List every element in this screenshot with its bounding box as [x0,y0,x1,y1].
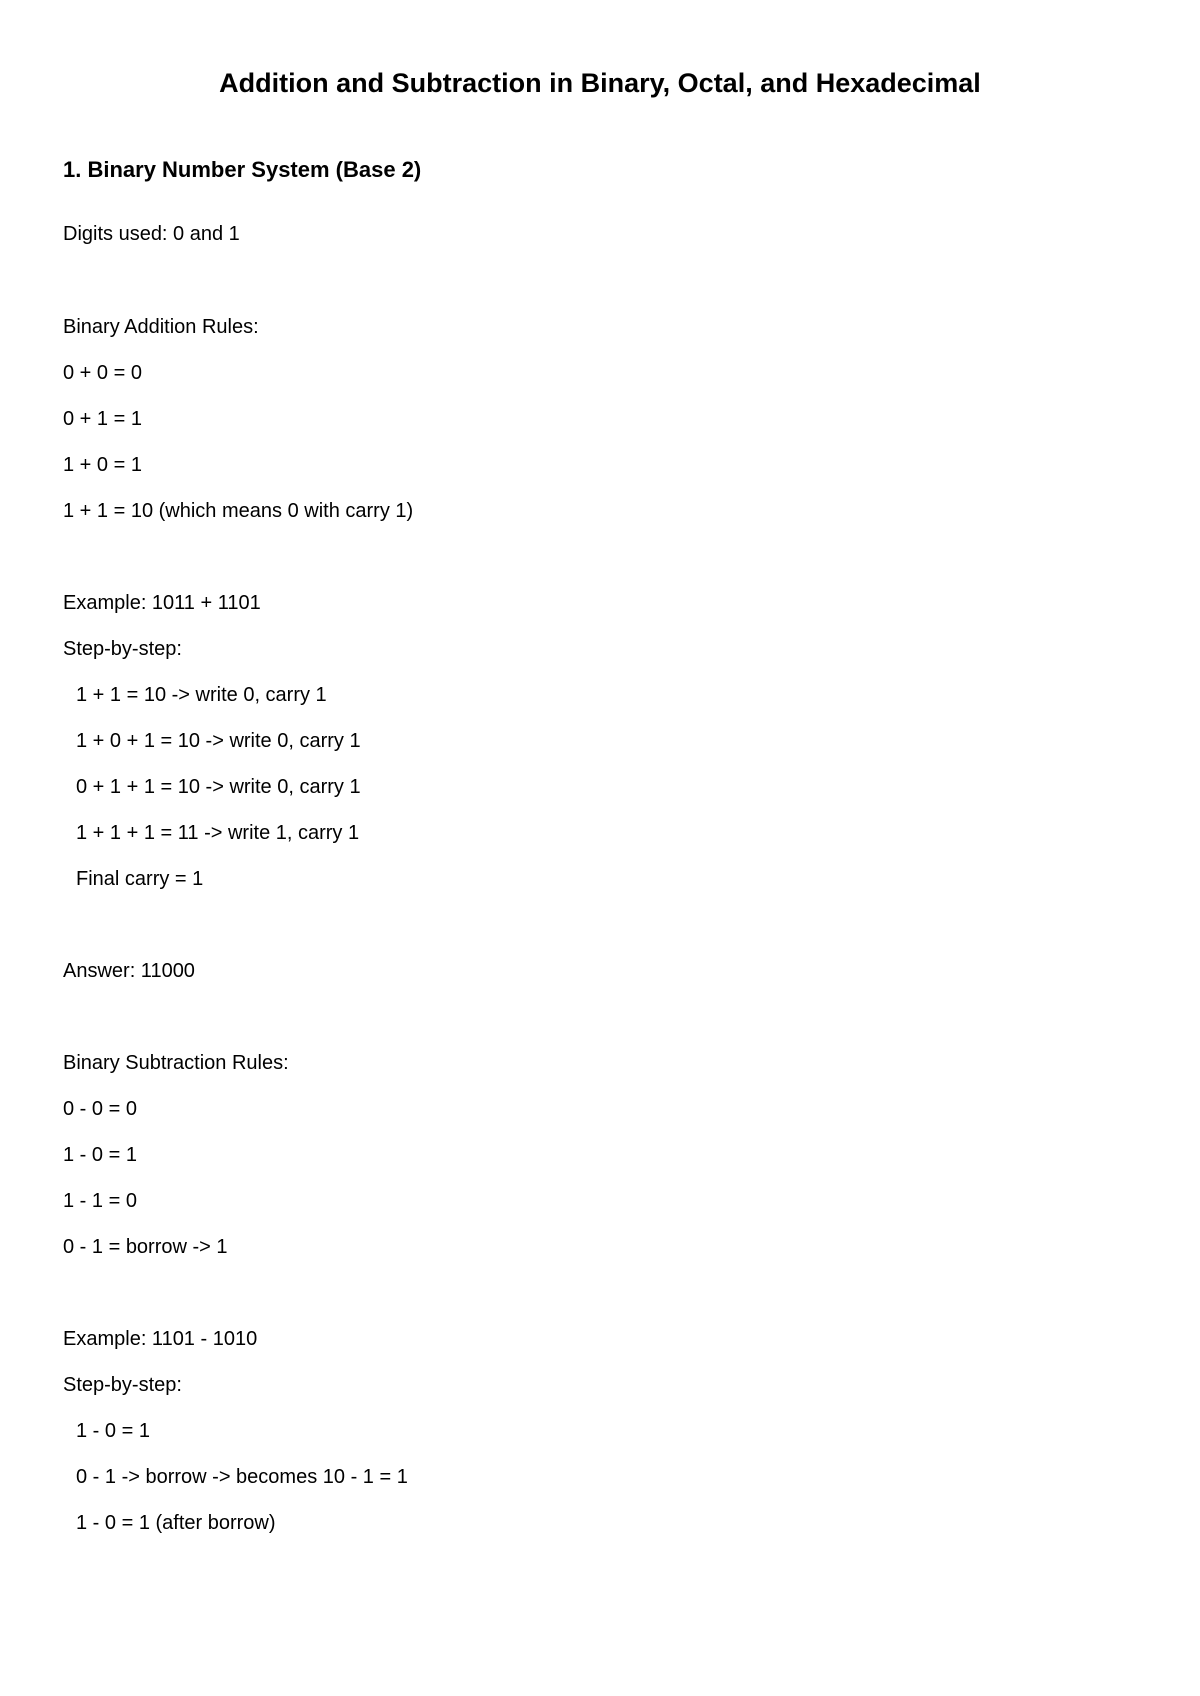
subtraction-rule: 0 - 0 = 0 [63,1098,137,1120]
addition-step: 0 + 1 + 1 = 10 -> write 0, carry 1 [76,776,361,798]
addition-step: 1 + 1 = 10 -> write 0, carry 1 [76,684,327,706]
subtraction-rule: 1 - 0 = 1 [63,1144,137,1166]
addition-step: 1 + 1 + 1 = 11 -> write 1, carry 1 [76,822,360,844]
subtraction-step: 1 - 0 = 1 [76,1420,150,1442]
addition-step: 1 + 0 + 1 = 10 -> write 0, carry 1 [76,730,361,752]
subtraction-step: 1 - 0 = 1 (after borrow) [76,1512,276,1534]
subtraction-step: 0 - 1 -> borrow -> becomes 10 - 1 = 1 [76,1466,408,1488]
section-heading: 1. Binary Number System (Base 2) [63,157,422,182]
subtraction-rules-title: Binary Subtraction Rules: [63,1052,289,1074]
document-title: Addition and Subtraction in Binary, Octal, and Hexadecimal [219,68,981,98]
addition-rules-title: Binary Addition Rules: [63,316,259,338]
addition-example: Example: 1011 + 1101 [63,592,261,614]
digits-used-text: Digits used: 0 and 1 [63,223,240,245]
addition-final-carry: Final carry = 1 [76,868,204,890]
subtraction-rule: 0 - 1 = borrow -> 1 [63,1236,228,1258]
addition-rule: 0 + 0 = 0 [63,362,142,384]
addition-rule: 1 + 0 = 1 [63,454,142,476]
subtraction-rule: 1 - 1 = 0 [63,1190,137,1212]
addition-rule: 1 + 1 = 10 (which means 0 with carry 1) [63,500,414,522]
subtraction-steps-label: Step-by-step: [63,1374,182,1396]
addition-answer: Answer: 11000 [63,960,195,982]
addition-rule: 0 + 1 = 1 [63,408,142,430]
subtraction-example: Example: 1101 - 1010 [63,1328,258,1350]
addition-steps-label: Step-by-step: [63,638,182,660]
